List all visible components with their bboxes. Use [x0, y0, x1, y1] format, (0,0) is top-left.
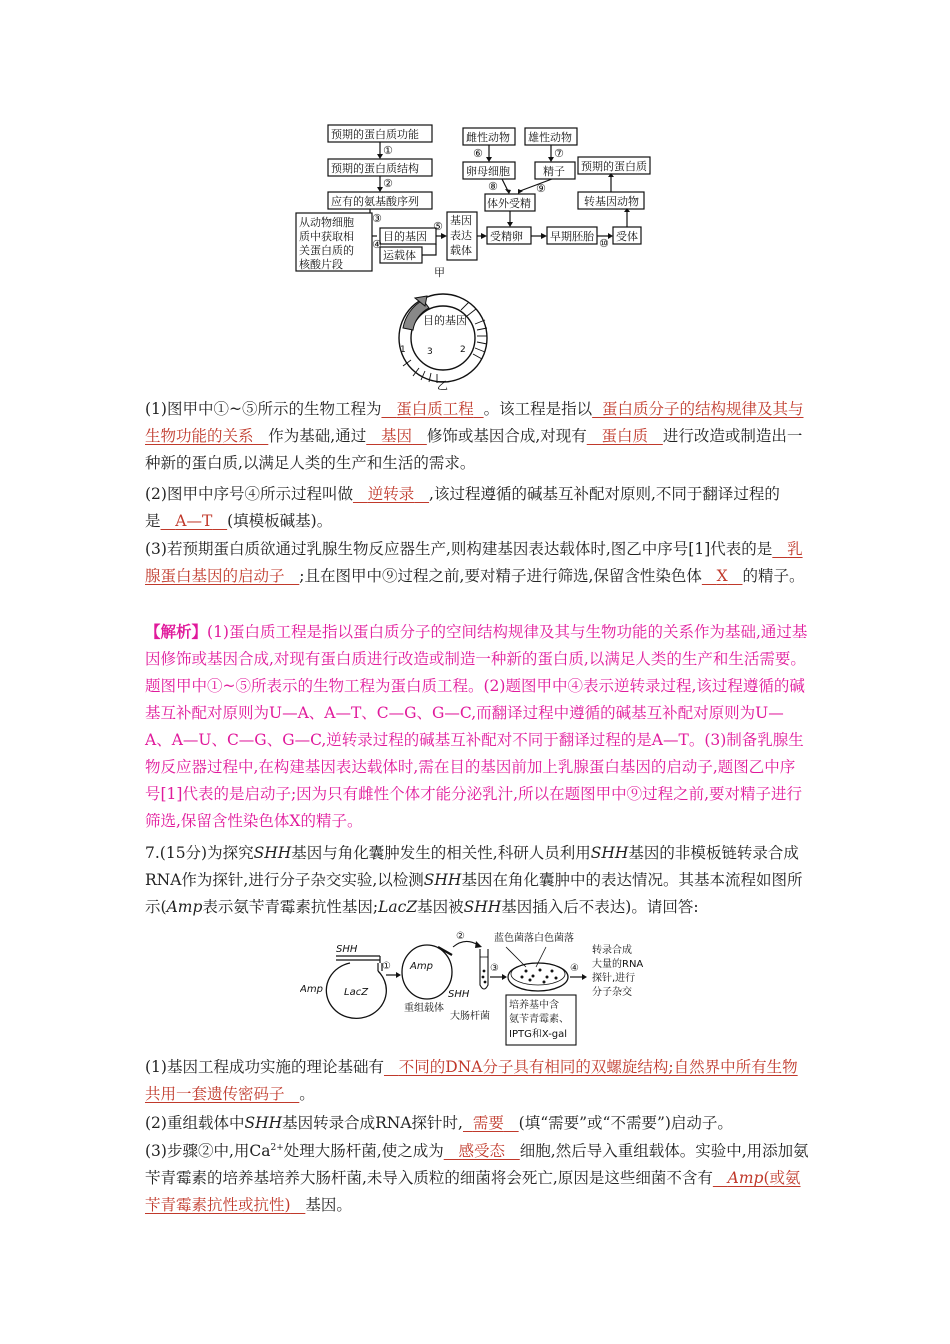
- yi-target-gene: 目的基因: [423, 314, 467, 327]
- q6-part3: (3)若预期蛋白质欲通过乳腺生物反应器生产,则构建基因表达载体时,图乙中序号[1]代表的是 乳腺蛋白基因的启动子 ;且在图甲中⑨过程之前,要对精子进行筛选,保留含性染色体 X 的精子。: [145, 540, 805, 585]
- num-5: ⑤: [433, 220, 443, 233]
- box-expr-1: 基因: [450, 214, 472, 227]
- answer-protein-engineering: 蛋白质工程: [396, 400, 474, 418]
- num-10: ⑩: [599, 237, 609, 250]
- yi-n1: 1: [400, 345, 406, 355]
- q6-explanation: [145, 618, 810, 835]
- explanation-tag: 【解析】: [145, 622, 208, 641]
- answer-x: X: [716, 567, 728, 585]
- q7fig-amp: Amp: [300, 984, 323, 995]
- answer-reverse-transcription: 逆转录: [367, 485, 415, 503]
- box-nucleic-line3: 关蛋白质的: [299, 244, 354, 257]
- q7fig-recombinant: 重组载体: [404, 1003, 444, 1014]
- q7fig-probe-3: 探针,进行: [592, 973, 636, 984]
- box-nucleic-line1: 从动物细胞: [299, 216, 354, 229]
- box-target-gene: 目的基因: [383, 230, 427, 243]
- yi-n3: 3: [427, 347, 433, 357]
- q7fig-ecoli: 大肠杆菌: [450, 1011, 490, 1022]
- answer-structure-rule: 蛋白质分子的结构规律及其与生物功能的关系: [145, 400, 804, 445]
- box-ivf: 体外受精: [487, 197, 531, 210]
- q7fig-amp2: Amp: [410, 961, 433, 972]
- num-1: ①: [383, 144, 393, 157]
- num-2: ②: [383, 177, 393, 190]
- box-expr-2: 表达: [450, 229, 472, 242]
- q7-stem: 7.(15分)为探究SHH基因与角化囊肿发生的相关性,科研人员利用SHH基因的非模板链转录合成RNA作为探针,进行分子杂交实验,以检测SHH基因在角化囊肿中的表达情况。其基本流程如图所示(Amp表示氨苄青霉素抗性基因;LacZ基因被SHH基因插入后不表达)。请回答:: [145, 844, 803, 916]
- num-3: ③: [372, 212, 382, 225]
- caption-yi: 乙: [437, 379, 448, 392]
- num-9: ⑨: [536, 182, 546, 195]
- q6-part1: (1)图甲中①~⑤所示的生物工程为 蛋白质工程 。该工程是指以 蛋白质分子的结构规律及其与生物功能的关系 作为基础,通过 基因 修饰或基因合成,对现有 蛋白质 进行改造或制造出一种新的蛋白质,以满足人类的生产和生活的需求。: [145, 400, 804, 472]
- box-expected-function: 预期的蛋白质功能: [331, 128, 419, 141]
- box-nucleic-line2: 质中获取相: [299, 230, 354, 243]
- q7-part2: (2)重组载体中SHH基因转录合成RNA探针时, 需要 (填“需要”或“不需要”)启动子。: [145, 1114, 733, 1132]
- yi-n2: 2: [460, 345, 466, 355]
- num-4: ④: [372, 238, 382, 251]
- num-6: ⑥: [473, 147, 483, 160]
- explanation-text: (1)蛋白质工程是指以蛋白质分子的空间结构规律及其与生物功能的关系作为基础,通过基因修饰或基因合成,对现有蛋白质进行改造或制造一种新的蛋白质,以满足人类的生产和生活需要。题图甲中①~⑤所表示的生物工程为蛋白质工程。(2)题图甲中④表示逆转录过程,该过程遵循的碱基互补配对原则为U—A、A—T、C—G、G—C,而翻译过程中遵循的碱基互补配对原则为U—A、A—U、C—G、G—C,逆转录过程的碱基互补配对不同于翻译过程的是A—T。(3)制备乳腺生物反应器过程中,在构建基因表达载体时,需在目的基因前加上乳腺蛋白基因的启动子,题图乙中序号[1]代表的是启动子;因为只有雌性个体才能分泌乳汁,所以在题图甲中⑨过程之前,要对精子进行筛选,保留含性染色体X的精子。: [145, 623, 808, 830]
- q7fig-probe-1: 转录合成: [592, 945, 632, 956]
- answer-amp-italic: Amp: [727, 1169, 764, 1187]
- figure-yi: [393, 290, 503, 392]
- answer-promoter: 乳腺蛋白基因的启动子: [145, 540, 803, 585]
- answer-theory-basis: 不同的DNA分子具有相同的双螺旋结构;自然界中所有生物共用一套遗传密码子: [145, 1058, 798, 1103]
- box-expected-protein: 预期的蛋白质: [581, 160, 647, 173]
- box-sperm: 精子: [543, 165, 565, 178]
- q7fig-shh2: SHH: [448, 989, 470, 1000]
- box-expected-structure: 预期的蛋白质结构: [331, 162, 419, 175]
- box-amino-sequence: 应有的氨基酸序列: [331, 195, 419, 208]
- answer-amp: (或氨苄青霉素抗性或抗性): [145, 1169, 801, 1214]
- q7fig-probe-4: 分子杂交: [592, 987, 632, 998]
- box-expr-3: 载体: [450, 244, 472, 257]
- box-vector: 运载体: [383, 249, 416, 262]
- q7fig-lacz: LacZ: [344, 987, 369, 998]
- q7fig-medium-2: 氨苄青霉素、: [509, 1014, 569, 1025]
- answer-need: 需要: [472, 1114, 504, 1132]
- q7fig-colonies: 蓝色菌落白色菌落: [494, 933, 574, 944]
- q7-part1: (1)基因工程成功实施的理论基础有 不同的DNA分子具有相同的双螺旋结构;自然界中所有生物共用一套遗传密码子 。: [145, 1058, 798, 1103]
- figure-jia: [290, 120, 670, 280]
- answer-a-t: A—T: [175, 512, 213, 530]
- num-7: ⑦: [554, 147, 564, 160]
- caption-jia: 甲: [434, 266, 445, 279]
- q7fig-medium-3: IPTG和X-gal: [509, 1029, 568, 1040]
- q7fig-shh: SHH: [336, 944, 358, 955]
- answer-gene: 基因: [381, 427, 413, 445]
- box-nucleic-line4: 核酸片段: [299, 258, 343, 271]
- box-oocyte: 卵母细胞: [466, 165, 510, 178]
- q7fig-n2: ②: [456, 931, 465, 942]
- box-transgenic: 转基因动物: [584, 195, 639, 208]
- box-female: 雌性动物: [466, 131, 510, 144]
- q7fig-n4: ④: [570, 963, 579, 974]
- q7fig-probe-2: 大量的RNA: [592, 959, 644, 970]
- figure-q7: [300, 927, 665, 1052]
- answer-protein: 蛋白质: [601, 427, 649, 445]
- box-embryo: 早期胚胎: [550, 230, 594, 243]
- num-8: ⑧: [488, 180, 498, 193]
- q7fig-n3: ③: [490, 963, 499, 974]
- answer-competent: 感受态: [458, 1142, 505, 1160]
- box-male: 雄性动物: [528, 131, 572, 144]
- q7-part3: (3)步骤②中,用$Ca^{2+}$处理大肠杆菌,使之成为 感受态 细胞,然后导入重组载体。实验中,用添加氨苄青霉素的培养基培养大肠杆菌,未导入质粒的细菌将会死亡,原因是这些细菌不含有 Amp(或氨苄青霉素抗性或抗性) 基因。: [145, 1142, 809, 1214]
- box-recipient: 受体: [616, 230, 638, 243]
- q7fig-medium-1: 培养基中含: [509, 1000, 559, 1011]
- box-zygote: 受精卵: [490, 230, 523, 243]
- q7fig-n1: ①: [382, 961, 391, 972]
- q6-part2: (2)图甲中序号④所示过程叫做 逆转录 ,该过程遵循的碱基互补配对原则,不同于翻译过程的是 A—T (填模板碱基)。: [145, 485, 780, 530]
